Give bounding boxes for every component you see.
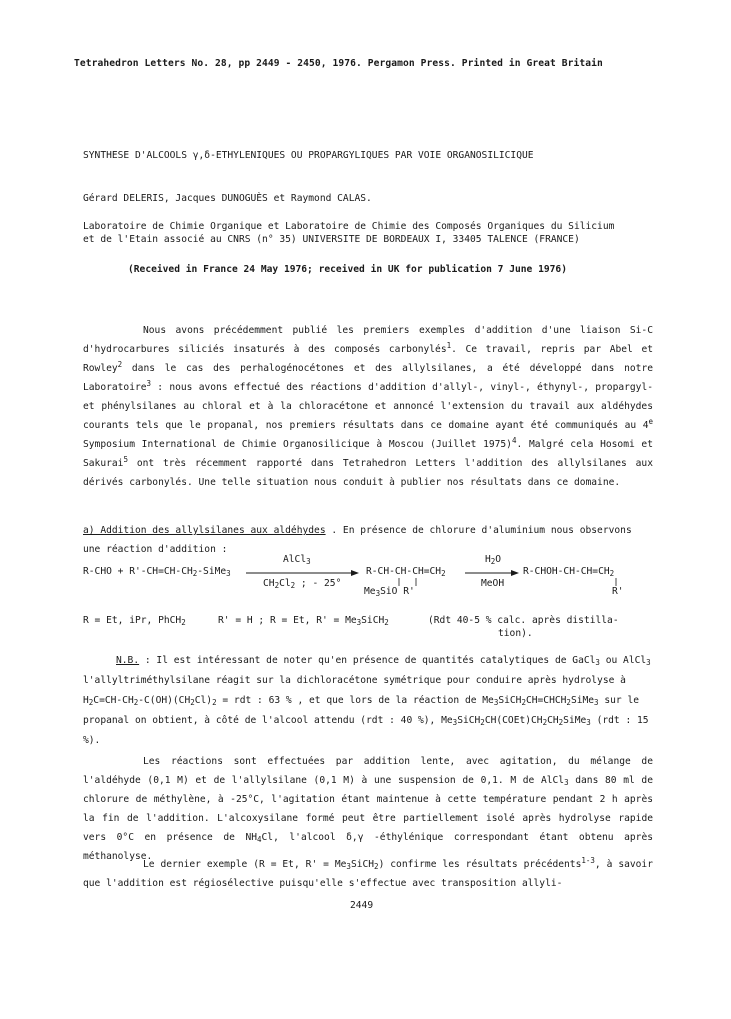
yield-line-1: (Rdt 40-5 % calc. après distilla- [428,615,619,626]
section-a-heading: a) Addition des allylsilanes aux aldéhydes [83,525,326,536]
reactants: $R-CHO + R'-CH=CH-CH_2-SiMe_3$ [83,566,231,578]
intermediate: $R-CH-CH-CH=CH_2$ [366,566,446,578]
product: $R-CHOH-CH-CH=CH_2$ [523,566,615,578]
ref-3: 3 [146,379,152,388]
ref-5: 5 [123,455,128,464]
ref-1: 1 [446,341,452,350]
section-a: a) Addition des allylsilanes aux aldéhydes . En présence de chlorure d'aluminium nous observons une réaction d'addition : [83,525,632,555]
reaction-scheme [83,552,653,612]
affiliation [83,220,614,246]
product-substituent: R' [612,586,624,597]
ref-1-3: 1-3 [581,856,595,865]
reaction-arrows [83,552,653,612]
affiliation-line-1: Laboratoire de Chimie Organique et Laboratoire de Chimie des Composés Organiques du Silicium [83,221,615,232]
intermediate-substituents: $Me_3SiO$ R' [364,586,415,598]
affiliation-line-2: et de l'Etain associé au CNRS (n° 35) UNIVERSITE DE BORDEAUX I, 33405 TALENCE (FRANCE) [83,234,580,245]
reagent-water: $H_2O$ [485,554,502,566]
substituent-definitions [83,615,653,645]
conclusion-paragraph: Le dernier exemple (R = Et, $R' = Me_3SiCH_2$) confirme les résultats précédents$^{1-3}$, à savoir que l'addition est régiosélective puisqu'elle s'effectue avec transposition allyli- [83,856,653,889]
yield-line-2: tion). [498,628,533,639]
page-number: 2449 [350,900,374,911]
reagent-conditions: $CH_2Cl_2$ ; - 25° [263,578,342,590]
authors: Gérard DELERIS, Jacques DUNOGUÈS et Raymond CALAS. [83,193,372,204]
r-definitions: R = Et, iPr, PhCH$_2$ [83,615,186,627]
nb-note: N.B. : Il est intéressant de noter qu'en présence de quantités catalytiques de GaCl$_3$ ou AlCl$_3$ l'allyltriméthylsilane réagit sur la dichloracétone symétrique pour conduire après hydrolyse à $H_2C=CH-CH_2-C(OH)(CH_2Cl)_2$ = rdt : 63 % , et que lors de la réaction de $Me_3SiCH_2CH=CHCH_2SiMe_3$ sur le propanal on obtient, à côté de l'alcool attendu (rdt : 40 %), $Me_3SiCH_2CH(COEt)CH_2CH_2SiMe_3$ (rdt : 15 %). [83,655,651,746]
journal-header: Tetrahedron Letters No. 28, pp 2449 - 2450, 1976. Pergamon Press. Printed in Great Britain [74,58,603,69]
reagent-alcl3: AlCl$_3$ [283,554,311,566]
procedure-paragraph: Les réactions sont effectuées par addition lente, avec agitation, du mélange de l'aldéhyde (0,1 M) et de l'allylsilane (0,1 M) à une suspension de 0,1. M de AlCl$_3$ dans 80 ml de chlorure de méthylène, à -25°C, l'agitation étant maintenue à cette température pendant 2 h après la fin de l'addition. L'alcoxysilane formé peut être partiellement isolé après hydrolyse rapide vers 0°C en présence de $NH_4Cl$, l'alcool δ,γ -éthylénique correspondant étant obtenu après méthanolyse. [83,756,653,862]
ref-4: 4 [511,436,517,445]
ref-2: 2 [117,360,123,369]
received-dates: (Received in France 24 May 1976; received in UK for publication 7 June 1976) [128,264,567,275]
r-prime-definitions: R' = H ; R = Et, $R' = Me_3SiCH_2$ [218,615,389,627]
reagent-methanol: MeOH [481,578,505,589]
intro-paragraph: Nous avons précédemment publié les premiers exemples d'addition d'une liaison Si-C d'hydrocarbures siliciés insaturés à des composés carbonylés$^1$. Ce travail, repris par Abel et Rowley$^2$ dans le cas des perhalogénocétones et des allylsilanes, a été développé dans notre Laboratoire$^3$ : nous avons effectué des réactions d'addition d'allyl-, vinyl-, éthynyl-, propargyl- et phénylsilanes au chloral et à la chloracétone et annoncé l'extension du travail aux aldéhydes courants tels que le propanal, nos premiers résultats dans ce domaine ayant été communiqués au 4e Symposium International de Chimie Organosilicique à Moscou (Juillet 1975)$^4$. Malgré cela Hosomi et Sakurai$^5$ ont très récemment rapporté dans Tetrahedron Letters l'addition des allylsilanes aux dérivés carbonylés. Une telle situation nous conduit à publier nos résultats dans ce domaine. [83,325,653,488]
article-title: SYNTHESE D'ALCOOLS γ,δ-ETHYLENIQUES OU PROPARGYLIQUES PAR VOIE ORGANOSILICIQUE [83,150,534,161]
nb-label: N.B. [116,655,140,666]
